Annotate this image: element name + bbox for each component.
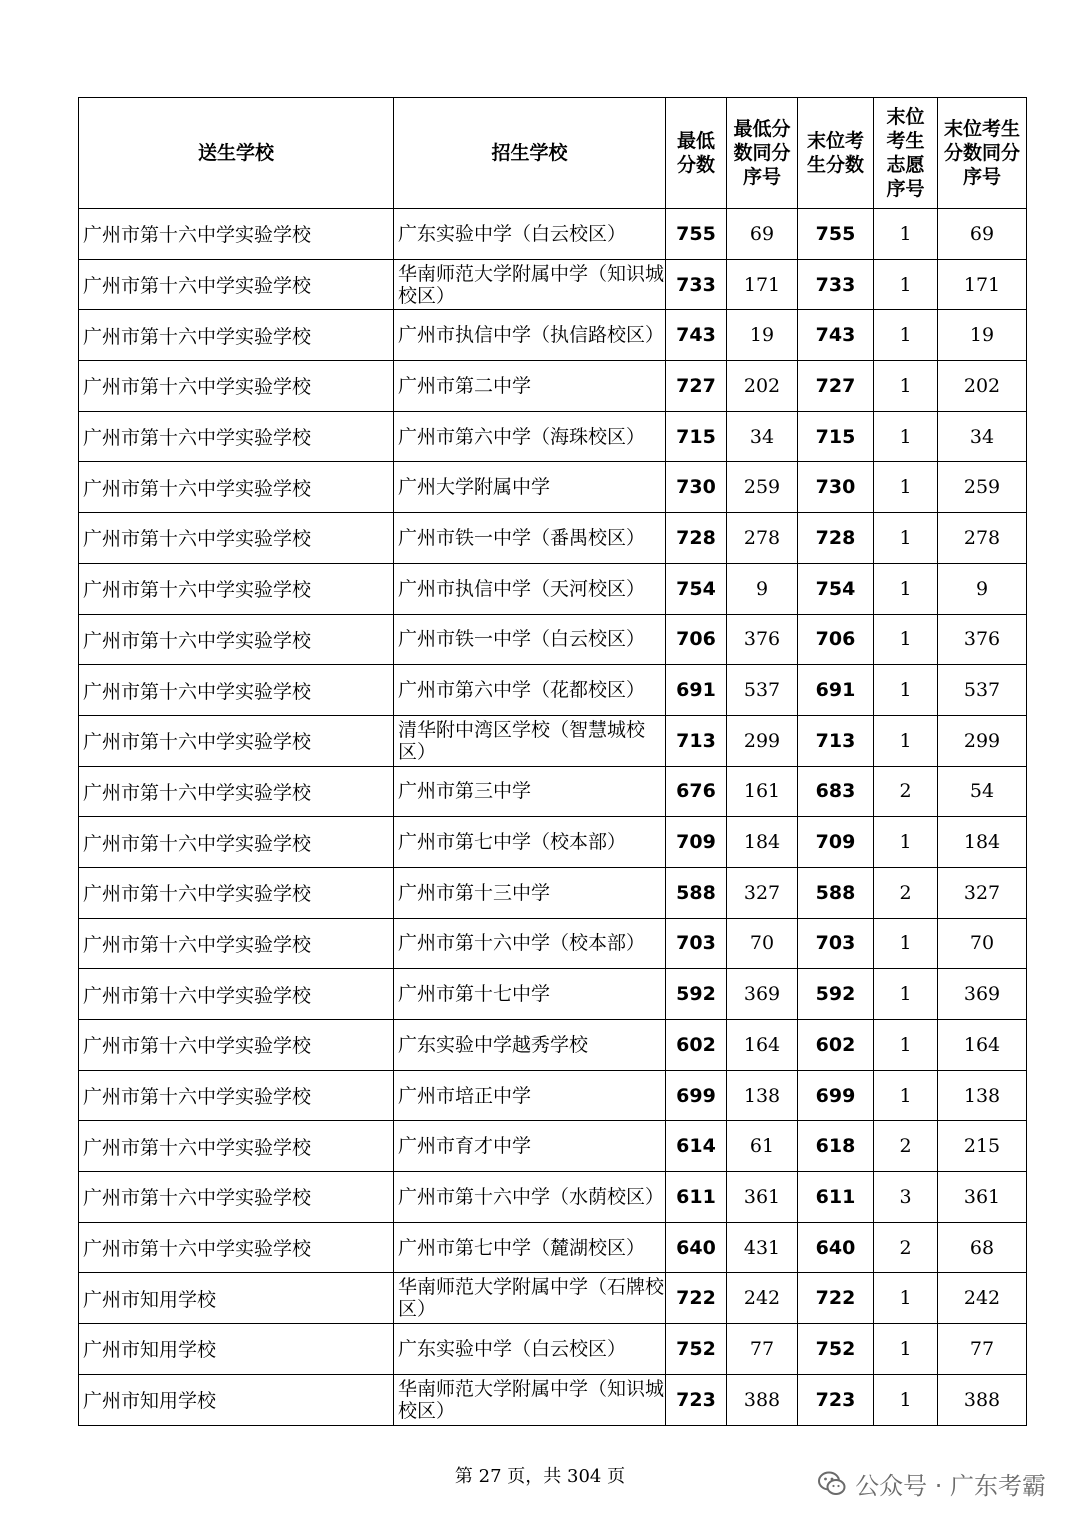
cell-last-score: 588 [798,867,874,918]
cell-last-preference: 1 [874,1273,938,1324]
cell-last-preference: 1 [874,817,938,868]
cell-last-score: 691 [798,665,874,716]
table-row [79,1070,1027,1121]
header-min-score: 最低分数 [666,98,727,209]
cell-min-score-seq: 184 [727,817,798,868]
cell-last-score: 755 [798,209,874,260]
cell-min-score: 754 [666,563,727,614]
cell-last-preference: 2 [874,766,938,817]
cell-sending-school: 广州市第十六中学实验学校 [79,310,394,361]
cell-enrolling-school: 广州市第二中学 [394,361,666,412]
table-row [79,1172,1027,1223]
cell-min-score: 723 [666,1374,727,1425]
cell-last-score: 592 [798,969,874,1020]
cell-min-score-seq: 242 [727,1273,798,1324]
cell-sending-school: 广州市第十六中学实验学校 [79,1172,394,1223]
cell-last-preference: 1 [874,563,938,614]
cell-sending-school: 广州市第十六中学实验学校 [79,766,394,817]
cell-min-score-seq: 361 [727,1172,798,1223]
cell-sending-school: 广州市第十六中学实验学校 [79,918,394,969]
cell-enrolling-school: 广州市第六中学（海珠校区） [394,411,666,462]
cell-enrolling-school: 清华附中湾区学校（智慧城校区） [394,715,666,766]
cell-last-score-seq: 388 [938,1374,1027,1425]
cell-sending-school: 广州市第十六中学实验学校 [79,361,394,412]
cell-last-score-seq: 242 [938,1273,1027,1324]
cell-enrolling-school: 广州市第十七中学 [394,969,666,1020]
cell-min-score: 733 [666,259,727,310]
header-last-score: 末位考生分数 [798,98,874,209]
cell-last-score-seq: 164 [938,1020,1027,1071]
cell-last-preference: 1 [874,259,938,310]
cell-last-preference: 1 [874,665,938,716]
cell-min-score-seq: 202 [727,361,798,412]
cell-min-score: 755 [666,209,727,260]
cell-last-score-seq: 54 [938,766,1027,817]
cell-sending-school: 广州市第十六中学实验学校 [79,614,394,665]
cell-min-score-seq: 9 [727,563,798,614]
cell-last-preference: 1 [874,462,938,513]
cell-min-score-seq: 77 [727,1324,798,1375]
cell-min-score-seq: 259 [727,462,798,513]
cell-enrolling-school: 广州市第三中学 [394,766,666,817]
cell-last-score: 733 [798,259,874,310]
cell-last-score-seq: 376 [938,614,1027,665]
cell-min-score: 699 [666,1070,727,1121]
table-row [79,1324,1027,1375]
cell-last-score-seq: 537 [938,665,1027,716]
cell-enrolling-school: 广州市培正中学 [394,1070,666,1121]
cell-enrolling-school: 广州市第十六中学（水荫校区） [394,1172,666,1223]
header-enrolling-school: 招生学校 [394,98,666,209]
table-row [79,361,1027,412]
cell-sending-school: 广州市第十六中学实验学校 [79,411,394,462]
cell-sending-school: 广州市第十六中学实验学校 [79,867,394,918]
cell-last-score: 728 [798,513,874,564]
cell-enrolling-school: 华南师范大学附属中学（石牌校区） [394,1273,666,1324]
wechat-icon [817,1469,847,1499]
cell-sending-school: 广州市第十六中学实验学校 [79,715,394,766]
cell-last-score: 715 [798,411,874,462]
table-row [79,1121,1027,1172]
cell-last-preference: 1 [874,918,938,969]
cell-enrolling-school: 广州大学附属中学 [394,462,666,513]
table-row [79,614,1027,665]
cell-last-score: 754 [798,563,874,614]
table-row [79,209,1027,260]
cell-min-score-seq: 388 [727,1374,798,1425]
cell-min-score-seq: 161 [727,766,798,817]
table-row [79,766,1027,817]
table-row [79,563,1027,614]
cell-sending-school: 广州市第十六中学实验学校 [79,665,394,716]
cell-enrolling-school: 广东实验中学越秀学校 [394,1020,666,1071]
cell-sending-school: 广州市第十六中学实验学校 [79,1020,394,1071]
watermark-text: 公众号 · 广东考霸 [855,1472,1046,1500]
cell-min-score: 727 [666,361,727,412]
cell-enrolling-school: 广州市育才中学 [394,1121,666,1172]
cell-min-score: 676 [666,766,727,817]
cell-last-preference: 2 [874,1222,938,1273]
cell-last-score-seq: 184 [938,817,1027,868]
header-sending-school: 送生学校 [79,98,394,209]
cell-min-score: 588 [666,867,727,918]
cell-last-score: 602 [798,1020,874,1071]
table-row [79,665,1027,716]
cell-enrolling-school: 广州市铁一中学（白云校区） [394,614,666,665]
cell-last-preference: 1 [874,1020,938,1071]
cell-last-score-seq: 202 [938,361,1027,412]
cell-last-score-seq: 369 [938,969,1027,1020]
cell-min-score: 728 [666,513,727,564]
cell-min-score: 640 [666,1222,727,1273]
cell-min-score-seq: 171 [727,259,798,310]
cell-enrolling-school: 广州市执信中学（执信路校区） [394,310,666,361]
cell-min-score-seq: 299 [727,715,798,766]
cell-last-preference: 1 [874,361,938,412]
header-last-score-seq: 末位考生分数同分序号 [938,98,1027,209]
cell-sending-school: 广州市第十六中学实验学校 [79,209,394,260]
cell-last-preference: 1 [874,411,938,462]
cell-enrolling-school: 广州市执信中学（天河校区） [394,563,666,614]
cell-sending-school: 广州市第十六中学实验学校 [79,969,394,1020]
cell-min-score: 706 [666,614,727,665]
cell-last-preference: 1 [874,1324,938,1375]
cell-last-score-seq: 138 [938,1070,1027,1121]
cell-min-score: 592 [666,969,727,1020]
header-last-preference: 末位考生志愿序号 [874,98,938,209]
cell-last-score: 730 [798,462,874,513]
cell-last-score: 611 [798,1172,874,1223]
cell-min-score-seq: 69 [727,209,798,260]
cell-last-score: 713 [798,715,874,766]
cell-last-preference: 3 [874,1172,938,1223]
cell-last-preference: 1 [874,513,938,564]
cell-last-preference: 2 [874,1121,938,1172]
cell-min-score-seq: 537 [727,665,798,716]
cell-min-score-seq: 278 [727,513,798,564]
cell-last-score-seq: 171 [938,259,1027,310]
cell-min-score-seq: 61 [727,1121,798,1172]
cell-min-score: 713 [666,715,727,766]
cell-min-score: 614 [666,1121,727,1172]
cell-last-score-seq: 70 [938,918,1027,969]
cell-min-score-seq: 369 [727,969,798,1020]
cell-min-score: 722 [666,1273,727,1324]
cell-last-score: 703 [798,918,874,969]
cell-enrolling-school: 华南师范大学附属中学（知识城校区） [394,1374,666,1425]
cell-last-score-seq: 77 [938,1324,1027,1375]
cell-last-score: 743 [798,310,874,361]
cell-last-score-seq: 278 [938,513,1027,564]
cell-min-score-seq: 431 [727,1222,798,1273]
cell-last-preference: 1 [874,715,938,766]
table-row [79,259,1027,310]
table-row [79,513,1027,564]
cell-last-preference: 1 [874,614,938,665]
admission-score-table [78,97,1027,1426]
table-row [79,1020,1027,1071]
cell-last-preference: 2 [874,867,938,918]
table-row [79,1273,1027,1324]
cell-last-score-seq: 361 [938,1172,1027,1223]
cell-last-score: 723 [798,1374,874,1425]
cell-enrolling-school: 广州市第六中学（花都校区） [394,665,666,716]
table-body [79,209,1027,1426]
cell-sending-school: 广州市第十六中学实验学校 [79,817,394,868]
cell-last-score-seq: 69 [938,209,1027,260]
cell-last-score: 709 [798,817,874,868]
table-row [79,918,1027,969]
cell-enrolling-school: 广东实验中学（白云校区） [394,209,666,260]
cell-min-score: 709 [666,817,727,868]
cell-min-score-seq: 327 [727,867,798,918]
cell-last-score-seq: 215 [938,1121,1027,1172]
cell-sending-school: 广州市知用学校 [79,1374,394,1425]
table-row [79,1222,1027,1273]
cell-last-score-seq: 68 [938,1222,1027,1273]
cell-min-score: 743 [666,310,727,361]
table-row [79,462,1027,513]
table-row [79,715,1027,766]
cell-last-preference: 1 [874,969,938,1020]
cell-sending-school: 广州市第十六中学实验学校 [79,563,394,614]
cell-last-score-seq: 19 [938,310,1027,361]
cell-min-score: 611 [666,1172,727,1223]
cell-sending-school: 广州市第十六中学实验学校 [79,462,394,513]
cell-min-score-seq: 19 [727,310,798,361]
table-row [79,867,1027,918]
cell-last-score: 699 [798,1070,874,1121]
cell-min-score: 602 [666,1020,727,1071]
cell-sending-school: 广州市第十六中学实验学校 [79,1070,394,1121]
cell-last-score: 706 [798,614,874,665]
cell-last-score: 640 [798,1222,874,1273]
cell-sending-school: 广州市第十六中学实验学校 [79,259,394,310]
cell-enrolling-school: 广州市第七中学（校本部） [394,817,666,868]
cell-sending-school: 广州市知用学校 [79,1273,394,1324]
cell-sending-school: 广州市知用学校 [79,1324,394,1375]
watermark [817,1466,1046,1501]
table-row [79,969,1027,1020]
cell-min-score-seq: 70 [727,918,798,969]
cell-sending-school: 广州市第十六中学实验学校 [79,1121,394,1172]
cell-last-score-seq: 327 [938,867,1027,918]
cell-enrolling-school: 广州市第七中学（麓湖校区） [394,1222,666,1273]
cell-last-preference: 1 [874,310,938,361]
table-row [79,310,1027,361]
cell-min-score: 752 [666,1324,727,1375]
cell-last-score: 683 [798,766,874,817]
cell-last-score: 618 [798,1121,874,1172]
cell-enrolling-school: 广州市第十三中学 [394,867,666,918]
cell-sending-school: 广州市第十六中学实验学校 [79,513,394,564]
cell-min-score-seq: 138 [727,1070,798,1121]
cell-last-score: 727 [798,361,874,412]
table-row [79,411,1027,462]
cell-last-score: 752 [798,1324,874,1375]
cell-last-preference: 1 [874,1070,938,1121]
cell-min-score: 691 [666,665,727,716]
cell-last-score: 722 [798,1273,874,1324]
cell-last-score-seq: 299 [938,715,1027,766]
cell-enrolling-school: 广州市第十六中学（校本部） [394,918,666,969]
table-row [79,1374,1027,1425]
cell-sending-school: 广州市第十六中学实验学校 [79,1222,394,1273]
cell-min-score: 703 [666,918,727,969]
header-min-score-seq: 最低分数同分序号 [727,98,798,209]
cell-last-score-seq: 259 [938,462,1027,513]
cell-enrolling-school: 广东实验中学（白云校区） [394,1324,666,1375]
table-row [79,817,1027,868]
cell-last-score-seq: 34 [938,411,1027,462]
cell-enrolling-school: 广州市铁一中学（番禺校区） [394,513,666,564]
cell-last-preference: 1 [874,209,938,260]
cell-min-score-seq: 34 [727,411,798,462]
cell-min-score-seq: 164 [727,1020,798,1071]
page-number: 第 27 页，共 304 页 [454,1466,626,1487]
table-header-row [79,98,1027,209]
cell-last-preference: 1 [874,1374,938,1425]
cell-min-score: 715 [666,411,727,462]
cell-last-score-seq: 9 [938,563,1027,614]
cell-enrolling-school: 华南师范大学附属中学（知识城校区） [394,259,666,310]
cell-min-score: 730 [666,462,727,513]
cell-min-score-seq: 376 [727,614,798,665]
